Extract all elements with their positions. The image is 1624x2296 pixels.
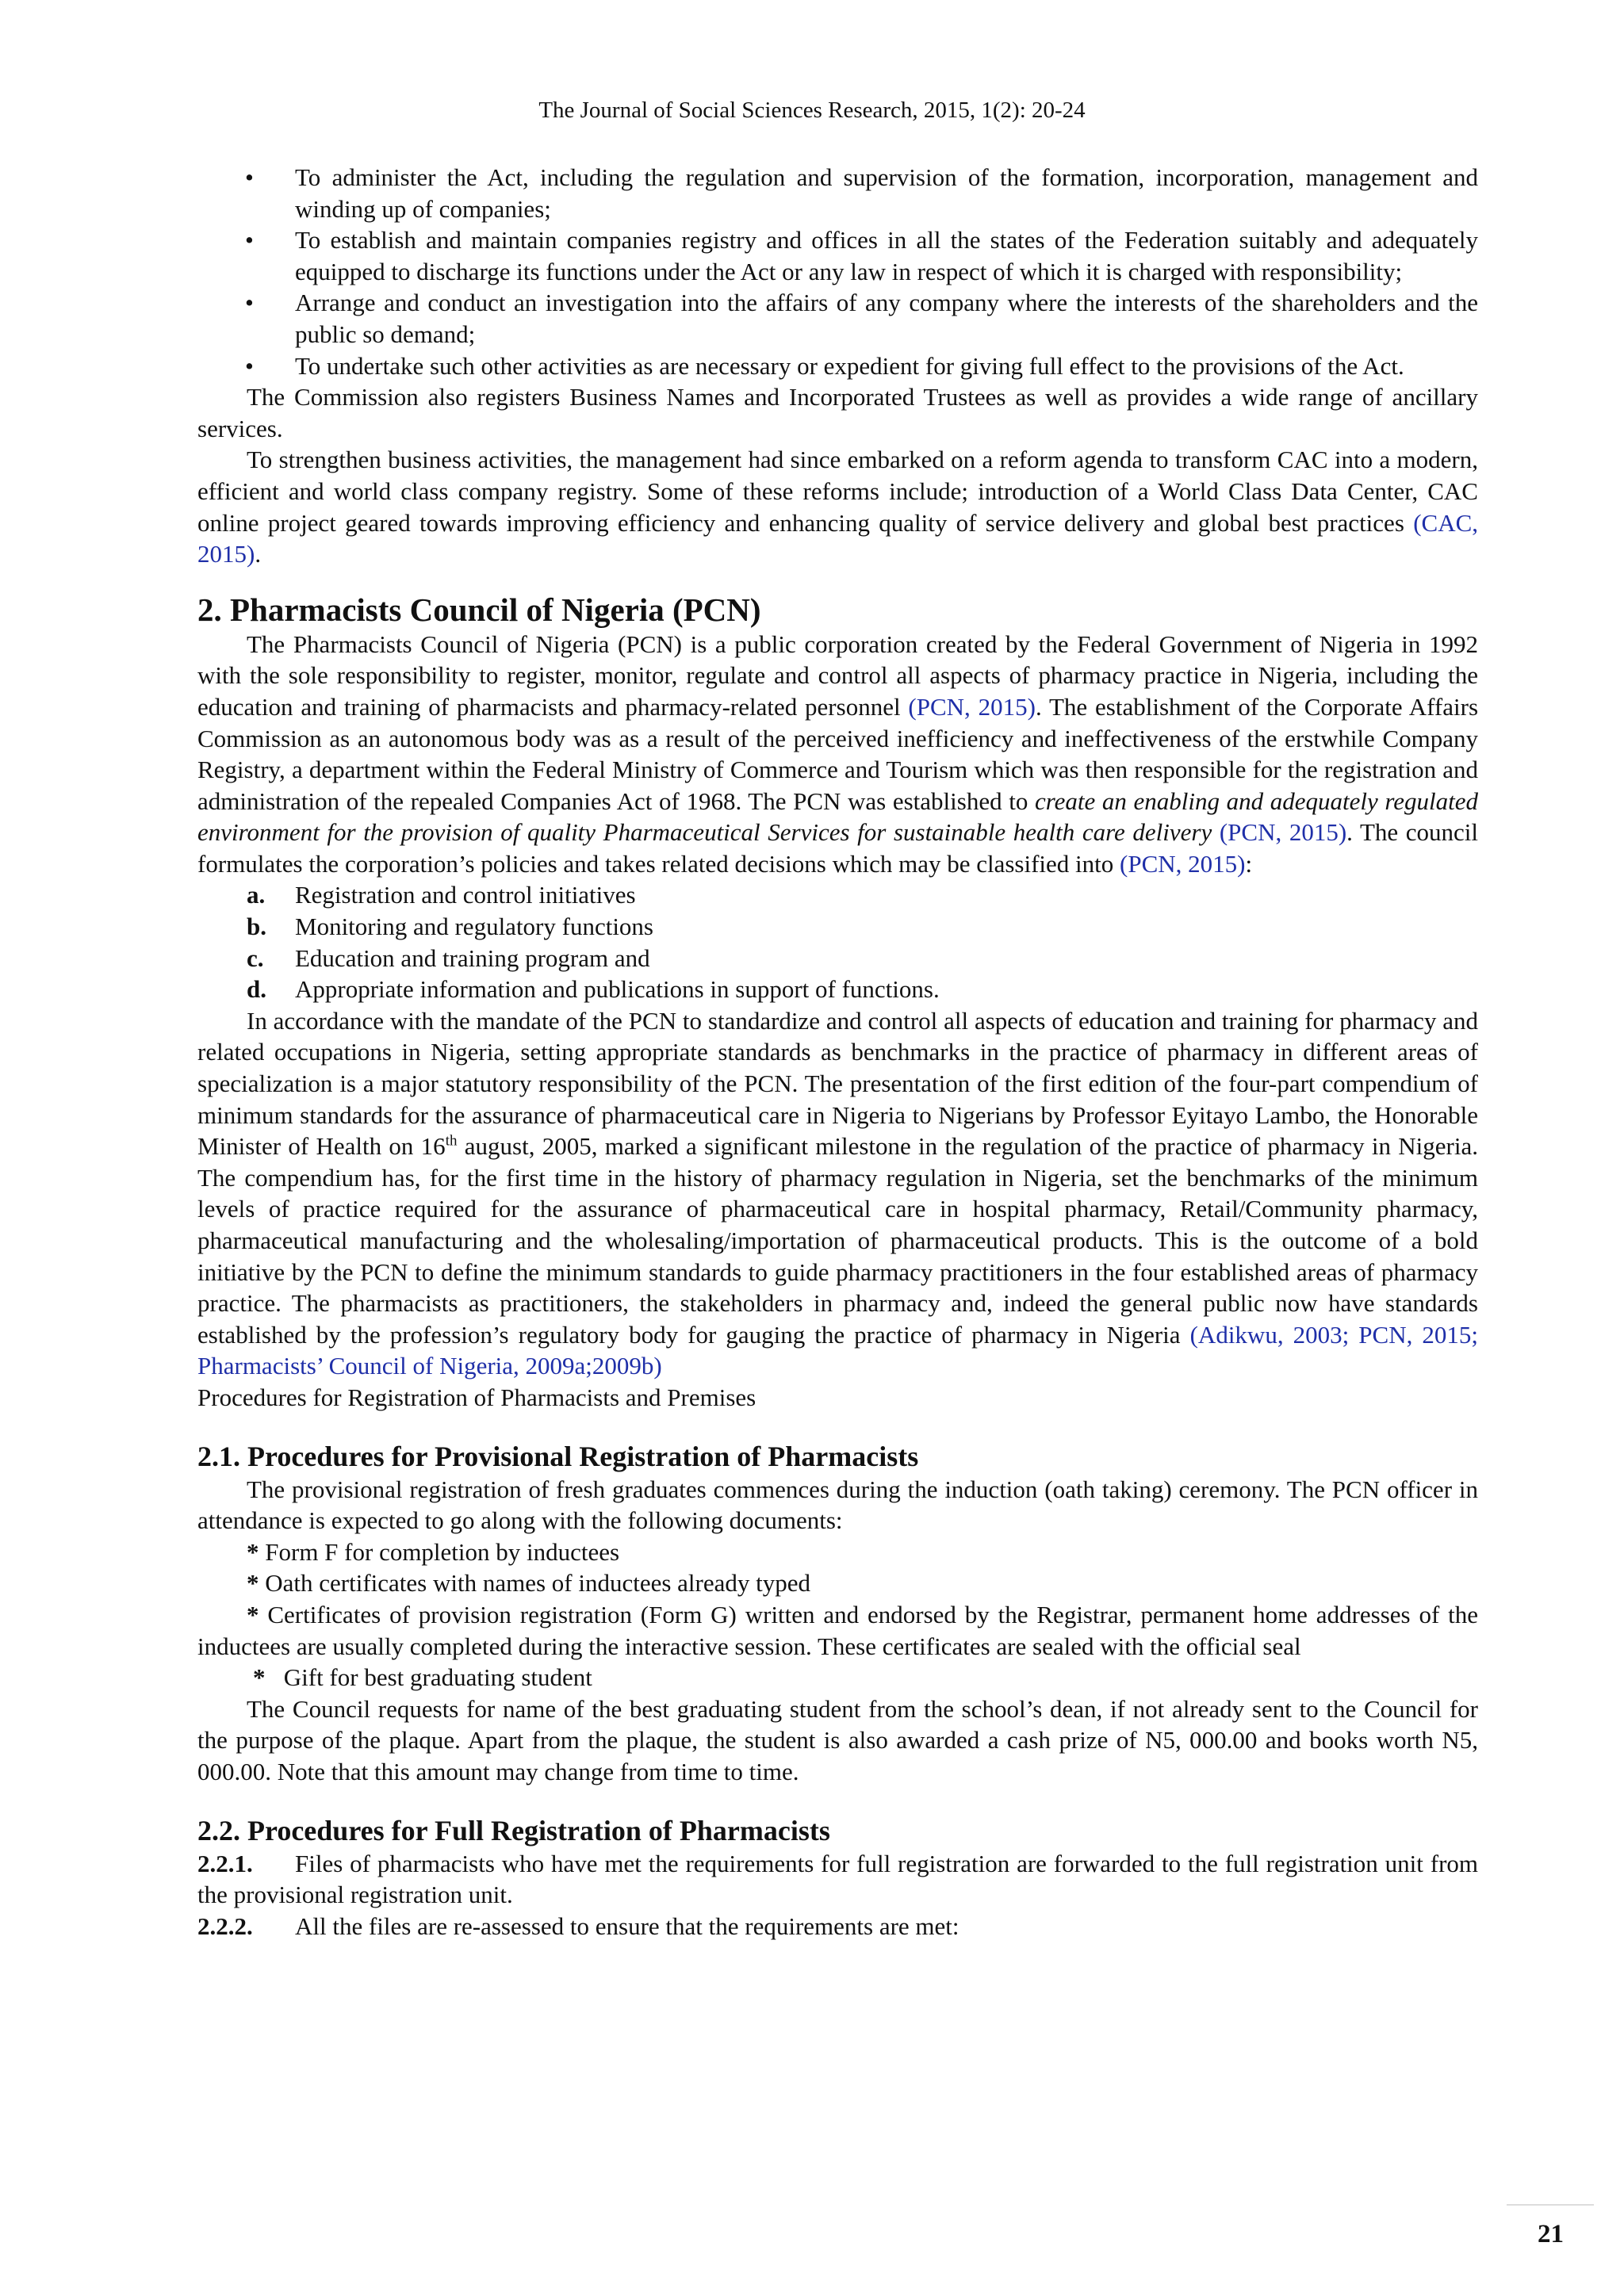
numbered-item: 2.2.2. All the files are re-assessed to ensure that the requirements are met: (197, 1911, 959, 1940)
citation-link[interactable]: (CAC, 2015) (197, 508, 1479, 568)
functions-bullet-list (197, 162, 1478, 381)
bullet-item: • To administer the Act, including the regulation and supervision of the formation, incorporation, management and winding up of companies; (245, 163, 1478, 223)
bullet-icon: • (245, 351, 254, 380)
section-heading-pcn: 2. Pharmacists Council of Nigeria (PCN) (197, 591, 761, 628)
list-item: a. Registration and control initiatives (247, 881, 636, 909)
footer-divider (1507, 2204, 1594, 2206)
document-item: * Gift for best graduating student (253, 1663, 592, 1692)
paragraph-reforms: To strengthen business activities, the management had since embarked on a reform agenda to transform CAC into a modern, efficient and world class company registry. Some of these reforms include; introduction of a World Class Data Center, CAC online project geared towards improving efficiency and enhancing quality of service delivery and global best practices (CAC, 2015). (197, 446, 1479, 568)
citation-link[interactable]: (PCN, 2015) (908, 692, 1036, 721)
paragraph-procedures-note: Procedures for Registration of Pharmacists and Premises (197, 1383, 756, 1411)
paragraph-pcn-intro: The Pharmacists Council of Nigeria (PCN) is a public corporation created by the Federal Government of Nigeria in 1992 with the sole responsibility to register, monitor, regulate and control all aspects of pharmacy practice in Nigeria, including the education and training of pharmacists and pharmacy-related personnel (PCN, 2015). The establishment of the Corporate Affairs Commission as an autonomous body was as a result of the perceived inefficiency and ineffectiveness of the erstwhile Company Registry, a department within the Federal Ministry of Commerce and Tourism which was then responsible for the registration and administration of the repealed Companies Act of 1968. The PCN was established to create an enabling and adequately regulated environment for the provision of quality Pharmaceutical Services for sustainable health care delivery (PCN, 2015). The council formulates the corporation’s policies and takes related decisions which may be classified into (PCN, 2015): (197, 629, 1479, 878)
list-item: b. Monitoring and regulatory functions (247, 913, 653, 941)
section-heading-full-registration: 2.2. Procedures for Full Registration of Pharmacists (197, 1814, 830, 1846)
document-item: * Oath certificates with names of inductees already typed (247, 1569, 811, 1598)
bullet-item: • To establish and maintain companies registry and offices in all the states of the Federation suitably and adequately equipped to discharge its functions under the Act or any law in respect of which it is charged with responsibility; (245, 226, 1478, 285)
document-item: * Form F for completion by inductees (247, 1537, 620, 1566)
paragraph-best-student: The Council requests for name of the best graduating student from the school’s dean, if not already sent to the Council for the purpose of the plaque. Apart from the plaque, the student is also awarded a cash prize of N5, 000.00 and books worth N5, 000.00. Note that this amount may change from time to time. (197, 1694, 1478, 1785)
italic-mandate: create an enabling and adequately regulated environment for the provision of quality Pharmaceutical Services for sustainable health care delivery (197, 786, 1479, 847)
bullet-icon: • (245, 289, 254, 317)
paragraph-standards: In accordance with the mandate of the PCN to standardize and control all aspects of education and training for pharmacy and related occupations in Nigeria, setting appropriate standards as benchmarks in the practice of pharmacy in different areas of specialization is a major statutory responsibility of the PCN. The presentation of the first edition of the four-part compendium of minimum standards for the assurance of pharmaceutical care in Nigeria to Nigerians by Professor Eyitayo Lambo, the Honorable Minister of Health on 16th august, 2005, marked a significant milestone in the regulation of the practice of pharmacy in Nigeria. The compendium has, for the first time in the history of pharmacy regulation in Nigeria, set the benchmarks of the minimum levels of practice required for the assurance of pharmaceutical care in hospital pharmacy, Retail/Community pharmacy, pharmaceutical manufacturing and the wholesaling/importation of pharmaceutical products. This is the outcome of a bold initiative by the PCN to define the minimum standards to guide pharmacy practitioners in the four established areas of pharmacy practice. The pharmacists as practitioners, the stakeholders in pharmacy and, indeed the general public now have standards established by the profession’s regulatory body for gauging the practice of pharmacy in Nigeria (Adikwu, 2003; PCN, 2015; Pharmacists’ Council of Nigeria, 2009a;2009b) (197, 1006, 1478, 1380)
section-heading-provisional: 2.1. Procedures for Provisional Registration of Pharmacists (197, 1440, 919, 1472)
bullet-icon: • (245, 163, 254, 191)
list-item: d. Appropriate information and publications in support of functions. (247, 975, 940, 1004)
numbered-item: 2.2.1. Files of pharmacists who have met the requirements for full registration are forwarded to the full registration unit from the provisional registration unit. (197, 1849, 1478, 1909)
document-item: * Certificates of provision registration (Form G) written and endorsed by the Registrar, permanent home addresses of the inductees are usually completed during the interactive session. These certificates are sealed with the official seal (197, 1600, 1479, 1660)
classification-list (197, 879, 1478, 1004)
running-header: The Journal of Social Sciences Research, 2015, 1(2): 20-24 (538, 98, 1086, 123)
list-item: c. Education and training program and (247, 943, 650, 972)
article-body (197, 162, 1478, 1942)
citation-link[interactable]: (PCN, 2015) (1120, 849, 1246, 878)
bullet-item: • To undertake such other activities as are necessary or expedient for giving full effect to the provisions of the Act. (197, 350, 1478, 382)
paragraph-commission: The Commission also registers Business Names and Incorporated Trustees as well as provides a wide range of ancillary services. (197, 383, 1478, 442)
citation-link[interactable]: (PCN, 2015) (1219, 818, 1347, 847)
citation-link[interactable]: (Adikwu, 2003; PCN, 2015; Pharmacists’ Council of Nigeria, 2009a;2009b) (197, 1320, 1478, 1380)
page-number: 21 (1538, 2220, 1564, 2248)
bullet-icon: • (245, 226, 254, 254)
bullet-item: • Arrange and conduct an investigation into the affairs of any company where the interests of the shareholders and the public so demand; (245, 289, 1478, 348)
paragraph-provisional: The provisional registration of fresh graduates commences during the induction (oath taking) ceremony. The PCN officer in attendance is expected to go along with the following documents: (197, 1475, 1478, 1535)
